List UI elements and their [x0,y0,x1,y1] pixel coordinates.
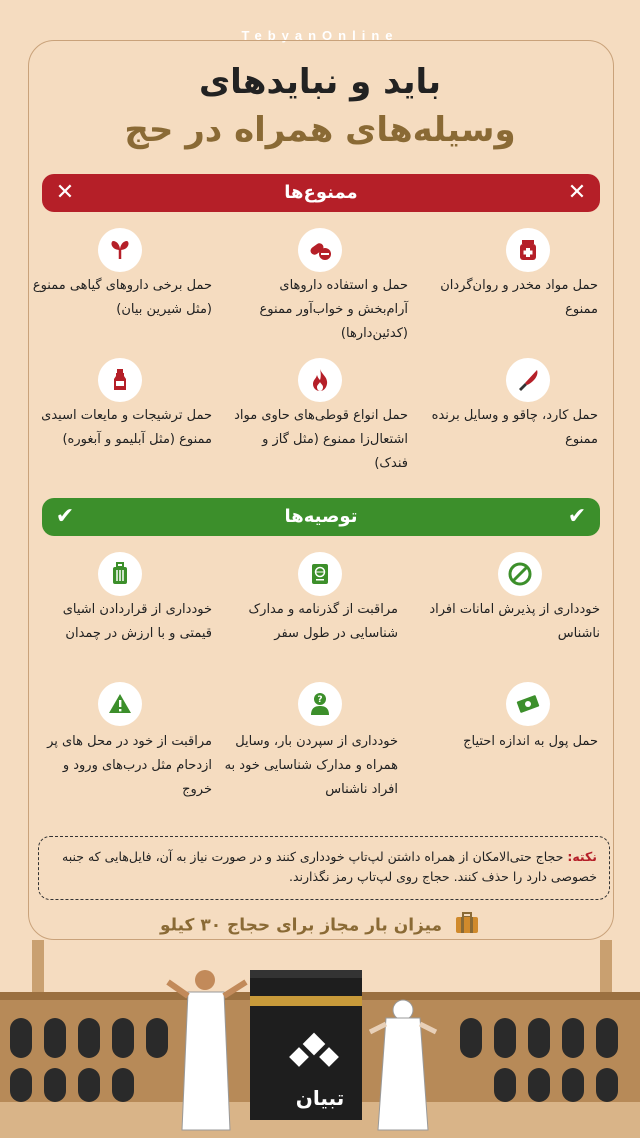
list-item: حمل کارد، چاقو و وسایل برنده ممنوع [431,408,598,447]
warning-icon [98,682,142,726]
money-icon [506,682,550,726]
logo-text: تبیان [295,1086,345,1110]
passport-icon [298,552,342,596]
minaret-left [28,940,48,1000]
weight-limit-text: میزان بار مجاز برای حجاج ۳۰ کیلو [159,915,443,936]
list-item: حمل ترشیجات و مایعات اسیدی ممنوع (مثل آبلیمو و آبغوره) [41,408,212,447]
list-item: خودداری از سپردن بار، وسایل همراه و مدارک شناسایی خود به افراد ناشناس [224,734,398,797]
list-item: حمل پول به اندازه احتیاج [463,734,598,749]
luggage-icon [454,912,480,939]
page-subtitle: وسیله‌های همراه در حج [124,110,516,150]
pills-icon [298,228,342,272]
weight-limit [0,912,640,939]
note-text: حجاج حتی‌الامکان از همراه داشتن لپ‌تاپ خودداری کنند و در صورت نیاز به آن، فایل‌هایی که جنبه خصوصی دارد را حذف کنند. حجاج روی لپ‌تاپ رمز نگذارند. [62,849,597,884]
list-item: حمل و استفاده داروهای آرام‌بخش و خواب‌آور ممنوع (کدئین‌دارها) [259,278,408,341]
medicine-bottle-icon [506,228,550,272]
close-icon: ✕ [55,180,75,205]
unknown-person-icon [298,682,342,726]
list-item: خودداری از قراردادن اشیای قیمتی و با ارزش در چمدان [62,602,212,641]
fire-icon [298,358,342,402]
page-title: باید و نبایدهای [198,62,442,102]
list-item: خودداری از پذیرش امانات افراد ناشناس [429,602,600,641]
recommended-banner [42,498,600,536]
no-entry-icon [498,552,542,596]
knife-icon [506,358,550,402]
forbidden-heading: ممنوع‌ها [284,182,358,203]
svg-text:?: ? [317,695,323,705]
suitcase-icon [98,552,142,596]
list-item: مراقبت از گذرنامه و مدارک شناسایی در طول سفر [248,602,398,641]
list-item: مراقبت از خود در محل های پر ازدحام مثل درب‌های ورود و خروج [47,734,212,797]
list-item: حمل برخی داروهای گیاهی ممنوع (مثل شیرین بیان) [32,278,212,317]
bottle-icon [98,358,142,402]
check-icon: ✔ [55,504,75,529]
list-item: حمل انواع قوطی‌های حاوی مواد اشتعال‌زا ممنوع (مثل گاز و فندک) [234,408,408,471]
list-item: حمل مواد مخدر و روان‌گردان ممنوع [440,278,598,317]
check-icon: ✔ [567,504,587,529]
forbidden-banner [42,174,600,212]
close-icon: ✕ [567,180,587,205]
recommended-heading: توصیه‌ها [284,506,358,527]
note-box [38,836,610,900]
brand-watermark: TebyanOnline [241,28,399,43]
herb-leaf-icon [98,228,142,272]
minaret-right [596,940,616,1000]
note-label: نکته: [567,849,597,864]
